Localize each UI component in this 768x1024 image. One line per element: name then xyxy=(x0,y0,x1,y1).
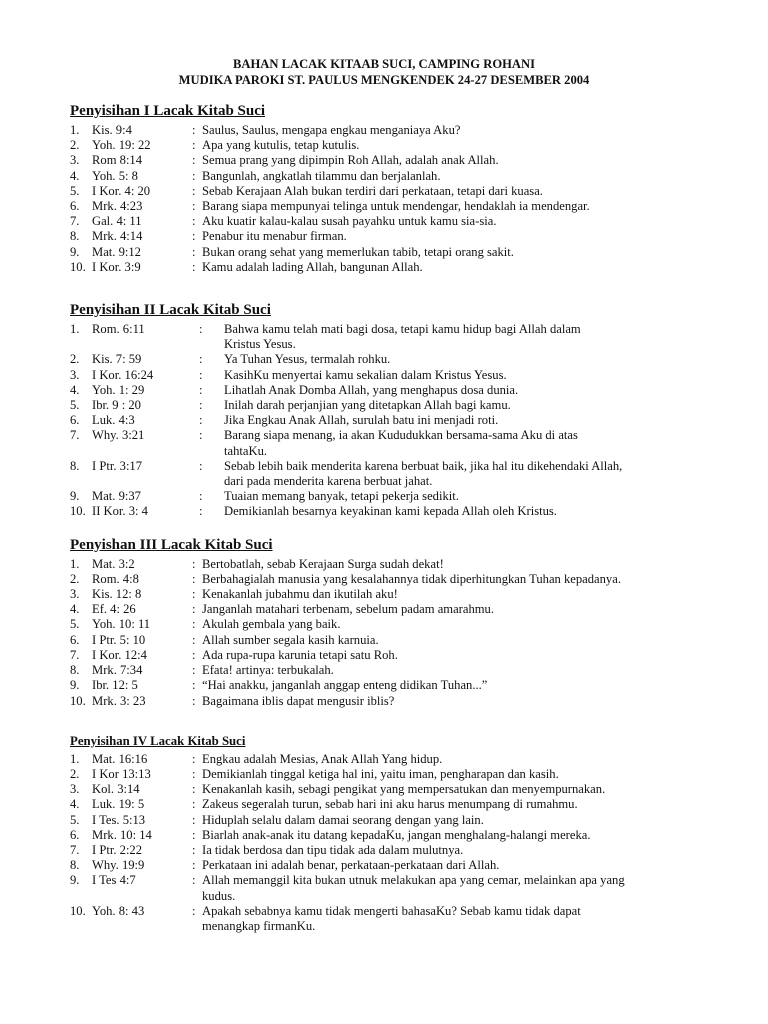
separator: : xyxy=(192,153,196,168)
verse-text xyxy=(202,123,698,138)
verse-text-line: Efata! artinya: terbukalah. xyxy=(202,663,334,678)
verse-text-continuation: tahtaKu. xyxy=(224,443,268,458)
list-item xyxy=(70,169,698,184)
verse-text xyxy=(224,489,698,504)
separator: : xyxy=(192,873,196,888)
list-item xyxy=(70,602,698,617)
list-item xyxy=(70,648,698,663)
item-number: 1. xyxy=(70,322,80,337)
item-number: 2. xyxy=(70,571,80,586)
verse-text xyxy=(202,214,698,229)
item-number: 6. xyxy=(70,632,80,647)
verse-text xyxy=(202,694,698,709)
verse-reference: I Ptr. 3:17 xyxy=(92,458,143,473)
item-number: 4. xyxy=(70,382,80,397)
verse-text-continuation: dari pada menderita karena berbuat jahat. xyxy=(224,474,433,489)
item-number: 5. xyxy=(70,398,80,413)
item-number: 8. xyxy=(70,229,80,244)
verse-text xyxy=(202,797,698,812)
separator: : xyxy=(192,617,196,632)
verse-text xyxy=(202,858,698,873)
list-item xyxy=(70,489,698,504)
verse-reference: Rom. 6:11 xyxy=(92,322,145,337)
item-number: 6. xyxy=(70,199,80,214)
item-number: 8. xyxy=(70,663,80,678)
list-item xyxy=(70,873,698,903)
verse-text xyxy=(202,648,698,663)
verse-reference: Rom 8:14 xyxy=(92,153,143,168)
item-number: 9. xyxy=(70,244,80,259)
list-item xyxy=(70,557,698,572)
separator: : xyxy=(192,751,196,766)
separator: : xyxy=(199,504,203,519)
separator: : xyxy=(199,382,203,397)
list-item xyxy=(70,383,698,398)
separator: : xyxy=(199,489,203,504)
list-item xyxy=(70,828,698,843)
item-number: 7. xyxy=(70,428,80,443)
item-number: 3. xyxy=(70,587,80,602)
verse-text xyxy=(202,828,698,843)
verse-text-line: Barang siapa menang, ia akan Kududukkan bersama-sama Aku di atas xyxy=(224,428,578,443)
list-item xyxy=(70,663,698,678)
verse-text xyxy=(202,904,698,934)
list-item xyxy=(70,572,698,587)
verse-text xyxy=(202,752,698,767)
verse-reference: I Kor. 4: 20 xyxy=(92,183,151,198)
item-number: 5. xyxy=(70,183,80,198)
verse-text xyxy=(202,229,698,244)
item-number: 7. xyxy=(70,214,80,229)
list-item xyxy=(70,904,698,934)
verse-text-line: Tuaian memang banyak, tetapi pekerja sedikit. xyxy=(224,489,459,504)
verse-reference: I Kor. 3:9 xyxy=(92,259,141,274)
separator: : xyxy=(192,214,196,229)
verse-text-line: Apakah sebabnya kamu tidak mengerti bahasaKu? Sebab kamu tidak dapat xyxy=(202,903,581,918)
item-number: 3. xyxy=(70,367,80,382)
verse-text xyxy=(202,153,698,168)
item-number: 7. xyxy=(70,842,80,857)
verse-text xyxy=(202,260,698,275)
list-item xyxy=(70,199,698,214)
verse-reference: II Kor. 3: 4 xyxy=(92,504,148,519)
section-title: Penyisihan II Lacak Kitab Suci xyxy=(70,302,271,319)
verse-text xyxy=(224,459,698,489)
verse-text-line: Allah memanggil kita bukan utnuk melakukan apa yang cemar, melainkan apa yang xyxy=(202,873,625,888)
separator: : xyxy=(192,827,196,842)
verse-text-line: Barang siapa mempunyai telinga untuk mendengar, hendaklah ia mendengar. xyxy=(202,199,590,214)
separator: : xyxy=(192,812,196,827)
verse-reference: Yoh. 19: 22 xyxy=(92,138,151,153)
separator: : xyxy=(192,199,196,214)
separator: : xyxy=(192,244,196,259)
list-item xyxy=(70,504,698,519)
verse-text-line: Sebab Kerajaan Alah bukan terdiri dari perkataan, tetapi dari kuasa. xyxy=(202,183,543,198)
item-number: 9. xyxy=(70,873,80,888)
verse-text xyxy=(224,504,698,519)
verse-text-line: Ia tidak berdosa dan tipu tidak ada dalam mulutnya. xyxy=(202,842,464,857)
separator: : xyxy=(199,458,203,473)
item-number: 10. xyxy=(70,259,86,274)
verse-reference: Luk. 19: 5 xyxy=(92,797,145,812)
list-item xyxy=(70,782,698,797)
verse-text xyxy=(202,138,698,153)
verse-text-line: Ada rupa-rupa karunia tetapi satu Roh. xyxy=(202,647,398,662)
verse-text xyxy=(202,184,698,199)
verse-text-line: Janganlah matahari terbenam, sebelum padam amarahmu. xyxy=(202,602,494,617)
separator: : xyxy=(192,693,196,708)
verse-text xyxy=(202,873,698,903)
separator: : xyxy=(192,138,196,153)
verse-text-line: Inilah darah perjanjian yang ditetapkan Allah bagi kamu. xyxy=(224,398,511,413)
verse-reference: Yoh. 8: 43 xyxy=(92,903,145,918)
verse-text xyxy=(202,199,698,214)
separator: : xyxy=(192,842,196,857)
separator: : xyxy=(192,632,196,647)
verse-reference: Mrk. 3: 23 xyxy=(92,693,146,708)
verse-reference: Gal. 4: 11 xyxy=(92,214,142,229)
list-item xyxy=(70,229,698,244)
item-number: 5. xyxy=(70,617,80,632)
verse-text xyxy=(202,245,698,260)
verse-text-line: Semua prang yang dipimpin Roh Allah, adalah anak Allah. xyxy=(202,153,499,168)
separator: : xyxy=(192,123,196,137)
list-item xyxy=(70,214,698,229)
item-number: 6. xyxy=(70,413,80,428)
item-number: 7. xyxy=(70,647,80,662)
verse-reference: Mrk. 7:34 xyxy=(92,663,143,678)
list-item xyxy=(70,767,698,782)
verse-reference: Mrk. 4:14 xyxy=(92,229,143,244)
verse-reference: I Kor. 16:24 xyxy=(92,367,154,382)
verse-text xyxy=(202,617,698,632)
verse-reference: Kis. 7: 59 xyxy=(92,352,142,367)
verse-text xyxy=(202,602,698,617)
verse-text-line: Bahwa kamu telah mati bagi dosa, tetapi kamu hidup bagi Allah dalam xyxy=(224,322,581,337)
section-title: Penyisihan I Lacak Kitab Suci xyxy=(70,103,266,119)
verse-text-continuation: kudus. xyxy=(202,888,236,903)
verse-text-line: Zakeus segeralah turun, sebab hari ini aku harus menumpang di rumahmu. xyxy=(202,797,578,812)
verse-reference: Mat. 9:12 xyxy=(92,244,141,259)
item-number: 2. xyxy=(70,138,80,153)
item-number: 1. xyxy=(70,123,80,137)
verse-text-line: Demikianlah tinggal ketiga hal ini, yaitu iman, pengharapan dan kasih. xyxy=(202,766,559,781)
verse-text xyxy=(202,587,698,602)
section-title: Penyishan III Lacak Kitab Suci xyxy=(70,536,273,553)
verse-text-continuation: menangkap firmanKu. xyxy=(202,918,316,933)
separator: : xyxy=(192,556,196,571)
list-item xyxy=(70,153,698,168)
verse-reference: I Ptr. 2:22 xyxy=(92,842,143,857)
verse-reference: I Tes 4:7 xyxy=(92,873,136,888)
list-item xyxy=(70,459,698,489)
list-item xyxy=(70,368,698,383)
verse-text-line: Sebab lebih baik menderita karena berbuat baik, jika hal itu dikehendaki Allah, xyxy=(224,458,623,473)
item-number: 9. xyxy=(70,678,80,693)
verse-text-line: Apa yang kutulis, tetap kutulis. xyxy=(202,138,360,153)
verse-text-line: Saulus, Saulus, mengapa engkau menganiaya Aku? xyxy=(202,123,461,137)
verse-reference: Why. 19:9 xyxy=(92,858,145,873)
separator: : xyxy=(192,587,196,602)
section-title: Penyisihan IV Lacak Kitab Suci xyxy=(70,733,246,748)
item-number: 9. xyxy=(70,489,80,504)
list-item xyxy=(70,752,698,767)
list-item xyxy=(70,245,698,260)
verse-reference: I Tes. 5:13 xyxy=(92,812,146,827)
separator: : xyxy=(192,858,196,873)
section-4 xyxy=(70,733,698,934)
verse-reference: Kis. 9:4 xyxy=(92,123,132,137)
verse-reference: Yoh. 10: 11 xyxy=(92,617,151,632)
list-item xyxy=(70,694,698,709)
list-item xyxy=(70,322,698,352)
separator: : xyxy=(192,229,196,244)
verse-text-line: Engkau adalah Mesias, Anak Allah Yang hidup. xyxy=(202,751,443,766)
verse-text xyxy=(224,383,698,398)
verse-reference: Ibr. 9 : 20 xyxy=(92,398,141,413)
item-number: 6. xyxy=(70,827,80,842)
separator: : xyxy=(192,168,196,183)
verse-text-line: Aku kuatir kalau-kalau susah payahku untuk kamu sia-sia. xyxy=(202,214,497,229)
item-number: 5. xyxy=(70,812,80,827)
item-number: 10. xyxy=(70,903,86,918)
separator: : xyxy=(192,678,196,693)
item-number: 2. xyxy=(70,352,80,367)
verse-text xyxy=(202,633,698,648)
item-number: 4. xyxy=(70,602,80,617)
item-number: 1. xyxy=(70,556,80,571)
verse-reference: I Kor 13:13 xyxy=(92,766,151,781)
separator: : xyxy=(199,398,203,413)
verse-reference: Yoh. 5: 8 xyxy=(92,168,138,183)
list-item xyxy=(70,843,698,858)
verse-text-line: Berbahagialah manusia yang kesalahannya tidak diperhitungkan Tuhan kepadanya. xyxy=(202,571,621,586)
verse-text-line: Akulah gembala yang baik. xyxy=(202,617,341,632)
separator: : xyxy=(192,602,196,617)
verse-reference: Rom. 4:8 xyxy=(92,571,139,586)
verse-text-line: Kamu adalah lading Allah, bangunan Allah. xyxy=(202,259,423,274)
verse-text-line: Hiduplah selalu dalam damai seorang dengan yang lain. xyxy=(202,812,484,827)
separator: : xyxy=(199,413,203,428)
verse-text-line: Kenakanlah kasih, sebagi pengikat yang mempersatukan dan menyempurnakan. xyxy=(202,782,606,797)
list-item xyxy=(70,587,698,602)
verse-reference: Yoh. 1: 29 xyxy=(92,382,145,397)
verse-text-line: Bukan orang sehat yang memerlukan tabib, tetapi orang sakit. xyxy=(202,244,514,259)
item-number: 8. xyxy=(70,458,80,473)
verse-text xyxy=(224,413,698,428)
verse-text-line: Biarlah anak-anak itu datang kepadaKu, jangan menghalang-halangi mereka. xyxy=(202,827,591,842)
separator: : xyxy=(192,766,196,781)
verse-text xyxy=(202,843,698,858)
verse-reference: Luk. 4:3 xyxy=(92,413,135,428)
item-number: 10. xyxy=(70,693,86,708)
verse-text-line: Allah sumber segala kasih karnuia. xyxy=(202,632,379,647)
verse-text xyxy=(202,782,698,797)
verse-reference: Kis. 12: 8 xyxy=(92,587,142,602)
verse-text xyxy=(224,398,698,413)
list-item xyxy=(70,797,698,812)
list-item xyxy=(70,413,698,428)
separator: : xyxy=(199,428,203,443)
separator: : xyxy=(192,571,196,586)
item-number: 4. xyxy=(70,797,80,812)
verse-text-line: Bangunlah, angkatlah tilammu dan berjalanlah. xyxy=(202,168,441,183)
verse-reference: Kol. 3:14 xyxy=(92,782,140,797)
item-number: 3. xyxy=(70,153,80,168)
header-title-line-1: BAHAN LACAK KITAAB SUCI, CAMPING ROHANI xyxy=(232,57,536,71)
verse-text xyxy=(224,352,698,367)
verse-text-line: Lihatlah Anak Domba Allah, yang menghapus dosa dunia. xyxy=(224,382,519,397)
separator: : xyxy=(192,797,196,812)
list-item xyxy=(70,678,698,693)
list-item xyxy=(70,260,698,275)
verse-reference: Mat. 3:2 xyxy=(92,556,135,571)
verse-text-line: Penabur itu menabur firman. xyxy=(202,229,347,244)
section-1 xyxy=(70,102,698,275)
verse-text xyxy=(224,428,698,458)
verse-text-continuation: Kristus Yesus. xyxy=(224,337,296,352)
separator: : xyxy=(192,259,196,274)
separator: : xyxy=(199,322,203,337)
item-number: 2. xyxy=(70,766,80,781)
item-number: 4. xyxy=(70,168,80,183)
verse-text-line: Jika Engkau Anak Allah, surulah batu ini menjadi roti. xyxy=(224,413,499,428)
verse-text xyxy=(224,368,698,383)
list-item xyxy=(70,428,698,458)
item-number: 8. xyxy=(70,858,80,873)
verse-reference: Mat. 9:37 xyxy=(92,489,141,504)
list-item xyxy=(70,858,698,873)
item-number: 1. xyxy=(70,751,80,766)
sections-container xyxy=(70,102,698,934)
verse-text xyxy=(202,767,698,782)
verse-text xyxy=(202,663,698,678)
separator: : xyxy=(199,367,203,382)
list-item xyxy=(70,352,698,367)
section-3 xyxy=(70,536,698,709)
verse-text xyxy=(202,813,698,828)
verse-reference: Mrk. 4:23 xyxy=(92,199,143,214)
section-2 xyxy=(70,301,698,520)
verse-text xyxy=(202,572,698,587)
list-item xyxy=(70,398,698,413)
separator: : xyxy=(199,352,203,367)
verse-text-line: “Hai anakku, janganlah anggap enteng didikan Tuhan...” xyxy=(202,678,488,693)
separator: : xyxy=(192,183,196,198)
verse-text xyxy=(202,557,698,572)
document-header xyxy=(70,56,698,88)
verse-text xyxy=(202,169,698,184)
verse-reference: Ef. 4: 26 xyxy=(92,602,136,617)
verse-text-line: Perkataan ini adalah benar, perkataan-perkataan dari Allah. xyxy=(202,858,500,873)
list-item xyxy=(70,813,698,828)
verse-text-line: KasihKu menyertai kamu sekalian dalam Kristus Yesus. xyxy=(224,367,507,382)
verse-text-line: Demikianlah besarnya keyakinan kami kepada Allah oleh Kristus. xyxy=(224,504,557,519)
list-item xyxy=(70,123,698,138)
separator: : xyxy=(192,903,196,918)
item-number: 3. xyxy=(70,782,80,797)
list-item xyxy=(70,184,698,199)
verse-text xyxy=(224,322,698,352)
separator: : xyxy=(192,663,196,678)
list-item xyxy=(70,138,698,153)
verse-text xyxy=(202,678,698,693)
verse-text-line: Bagaimana iblis dapat mengusir iblis? xyxy=(202,693,395,708)
item-number: 10. xyxy=(70,504,86,519)
verse-text-line: Ya Tuhan Yesus, termalah rohku. xyxy=(224,352,391,367)
verse-reference: Ibr. 12: 5 xyxy=(92,678,138,693)
verse-reference: I Ptr. 5: 10 xyxy=(92,632,146,647)
list-item xyxy=(70,633,698,648)
header-title-line-2: MUDIKA PAROKI ST. PAULUS MENGKENDEK 24-27 DESEMBER 2004 xyxy=(178,73,590,87)
separator: : xyxy=(192,647,196,662)
separator: : xyxy=(192,782,196,797)
verse-reference: Mrk. 10: 14 xyxy=(92,827,152,842)
verse-reference: Why. 3:21 xyxy=(92,428,145,443)
verse-text-line: Kenakanlah jubahmu dan ikutilah aku! xyxy=(202,587,398,602)
list-item xyxy=(70,617,698,632)
verse-reference: Mat. 16:16 xyxy=(92,751,148,766)
verse-text-line: Bertobatlah, sebab Kerajaan Surga sudah dekat! xyxy=(202,556,444,571)
verse-reference: I Kor. 12:4 xyxy=(92,647,147,662)
